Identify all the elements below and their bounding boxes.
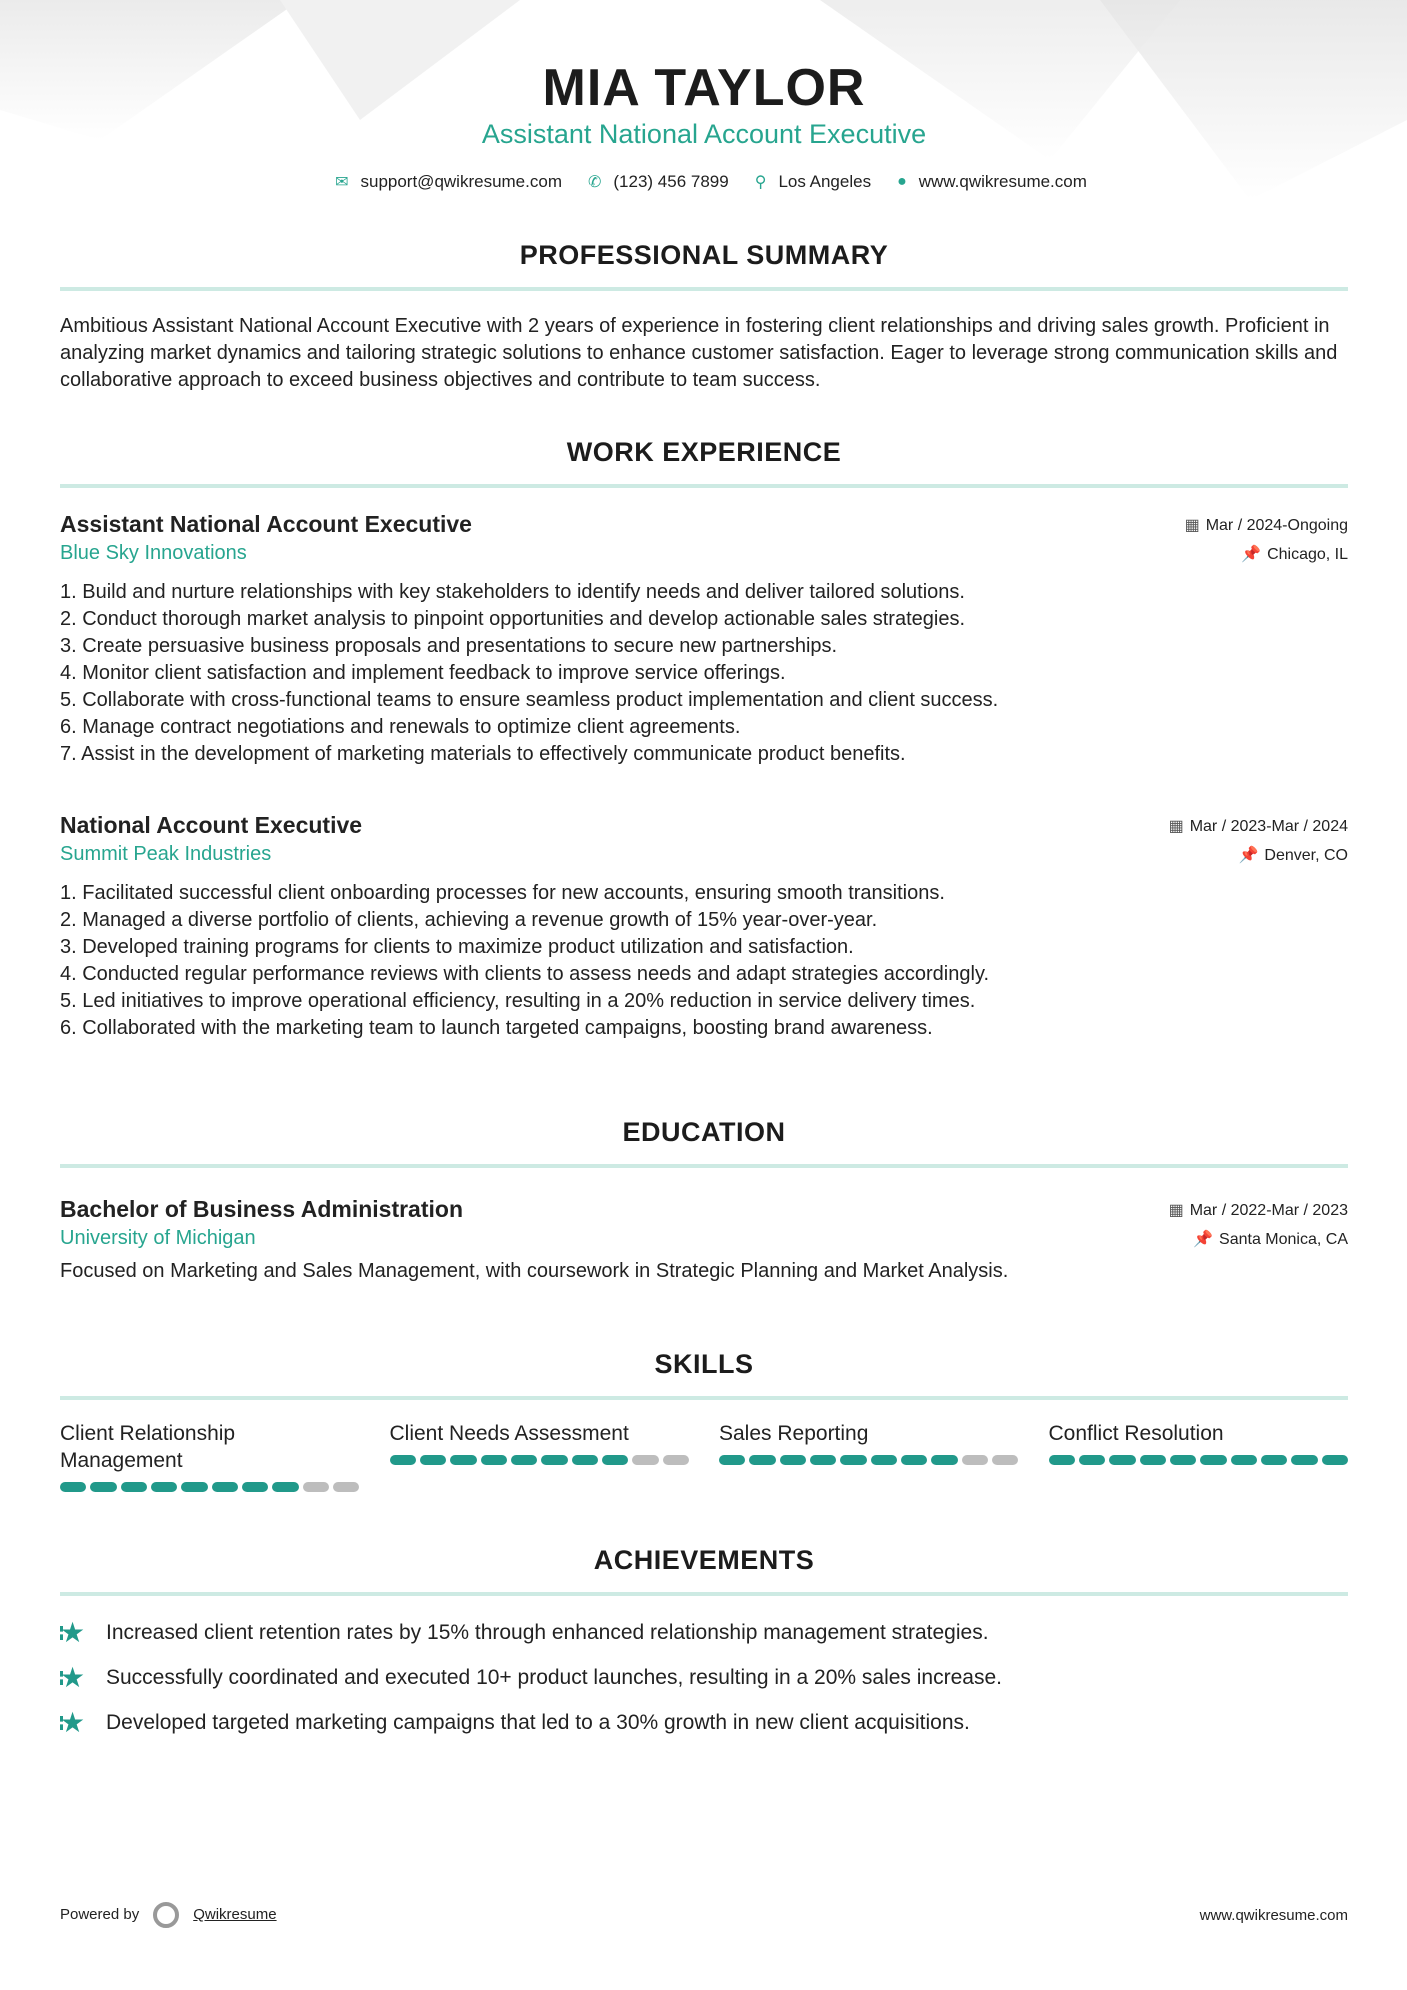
divider [60,287,1348,291]
skill-level-segment [749,1455,775,1465]
education-section [60,1117,1348,1285]
bullet: 5. Collaborate with cross-functional teams to ensure seamless product implementation and client success. [60,689,999,711]
skill-level-segment [992,1455,1018,1465]
skill-level-segment [901,1455,927,1465]
skill-level-segment [719,1455,745,1465]
education-description: Focused on Marketing and Sales Management, with coursework in Strategic Planning and Market Analysis. [60,1260,1009,1282]
skills-section [60,1349,1348,1492]
bullet: 6. Manage contract negotiations and renewals to optimize client agreements. [60,716,741,738]
job-dates [1169,816,1348,836]
skill-level-segment [1291,1455,1317,1465]
email-link[interactable]: support@qwikresume.com [360,172,562,191]
skill-item [60,1420,360,1492]
skill-name: Conflict Resolution [1048,1422,1224,1445]
skill-level-segment [962,1455,988,1465]
calendar-icon: ▦ [1168,1201,1184,1219]
skill-level-segment [1261,1455,1287,1465]
degree: Bachelor of Business Administration [60,1196,463,1222]
skill-name: Sales Reporting [719,1422,869,1445]
skill-level-segment [303,1482,329,1492]
candidate-title: Assistant National Account Executive [481,119,927,149]
skill-name: Client Relationship Management [60,1422,236,1472]
skill-level-segment [1200,1455,1226,1465]
skill-level-segment [333,1482,359,1492]
skill-level-segment [151,1482,177,1492]
job-title: Assistant National Account Executive [60,511,472,537]
bullet: 3. Create persuasive business proposals and presentations to secure new partnerships. [60,635,838,657]
email-icon: ✉ [335,174,349,191]
skill-level-segment [1079,1455,1105,1465]
section-heading: SKILLS [654,1349,754,1379]
section-heading: EDUCATION [622,1117,786,1147]
footer-website[interactable]: www.qwikresume.com [1199,1906,1348,1924]
bullet: 3. Developed training programs for clients to maximize product utilization and satisfaction. [60,936,854,958]
skill-level-segment [810,1455,836,1465]
skill-level-bar [719,1455,1019,1465]
dates-text: Mar / 2024-Ongoing [1205,516,1348,534]
globe-icon: ● [897,173,907,190]
bullet: 1. Facilitated successful client onboarding processes for new accounts, ensuring smooth transitions. [60,882,945,904]
edu-location [1193,1229,1348,1249]
skill-name: Client Needs Assessment [389,1422,629,1445]
skill-level-segment [1109,1455,1135,1465]
skill-level-bar [60,1482,360,1492]
achievement-text: Developed targeted marketing campaigns that led to a 30% growth in new client acquisitions. [106,1710,970,1734]
summary-text: Ambitious Assistant National Account Executive with 2 years of experience in fostering client relationships and driving sales growth. Proficient in analyzing market dynamics and tailoring strategic solutions to enhance customer satisfaction. Eager to leverage strong communication skills and collaborative approach to exceed business objectives and contribute to team success. [60,315,1338,391]
bullet: 6. Collaborated with the marketing team to launch targeted campaigns, boosting brand awareness. [60,1017,933,1039]
contact-bar [60,172,1348,192]
star-icon: ★ [60,1616,106,1649]
skill-level-bar [390,1455,690,1465]
skill-level-segment [1140,1455,1166,1465]
location-text: Los Angeles [778,172,872,191]
bullet: 2. Managed a diverse portfolio of clients, achieving a revenue growth of 15% year-over-year. [60,909,878,931]
divider [60,484,1348,488]
skill-level-segment [511,1455,537,1465]
skill-level-segment [1049,1455,1075,1465]
section-heading: WORK EXPERIENCE [566,437,842,467]
job-bullets [60,880,1348,1042]
job-entry [60,808,1348,1042]
skill-level-segment [840,1455,866,1465]
skill-level-bar [1049,1455,1349,1465]
skill-level-segment [780,1455,806,1465]
skill-level-segment [1322,1455,1348,1465]
achievement-item [60,1610,1348,1655]
skill-level-segment [212,1482,238,1492]
skill-level-segment [450,1455,476,1465]
job-location [1238,845,1348,865]
bullet: 5. Led initiatives to improve operational efficiency, resulting in a 20% reduction in service delivery times. [60,990,976,1012]
bullet: 7. Assist in the development of marketing materials to effectively communicate product benefits. [60,743,906,765]
divider [60,1396,1348,1400]
skill-level-segment [420,1455,446,1465]
bullet: 2. Conduct thorough market analysis to pinpoint opportunities and develop actionable sales strategies. [60,608,966,630]
pin-icon: 📌 [1241,545,1262,563]
achievement-text: Increased client retention rates by 15% through enhanced relationship management strategies. [106,1620,989,1644]
footer [60,1902,1348,1928]
skill-level-segment [602,1455,628,1465]
skill-level-segment [121,1482,147,1492]
divider [60,1592,1348,1596]
bullet: 4. Monitor client satisfaction and implement feedback to improve service offerings. [60,662,786,684]
achievements-section [60,1545,1348,1745]
divider [60,1164,1348,1168]
location-pin-icon: ⚲ [754,174,767,191]
edu-dates [1169,1200,1348,1220]
qwikresume-logo-icon [153,1902,179,1928]
brand-link[interactable]: Qwikresume [193,1905,277,1923]
education-entry [60,1192,1348,1285]
skill-level-segment [541,1455,567,1465]
dates-text: Mar / 2023-Mar / 2024 [1189,817,1348,835]
website-link[interactable]: www.qwikresume.com [918,172,1087,191]
achievement-item [60,1655,1348,1700]
star-icon: ★ [60,1661,106,1694]
location-text: Chicago, IL [1267,545,1348,563]
skill-item [719,1420,1019,1492]
skill-level-segment [90,1482,116,1492]
skill-level-segment [1170,1455,1196,1465]
skill-level-segment [572,1455,598,1465]
school-name: University of Michigan [60,1227,256,1249]
job-entry [60,507,1348,768]
skill-level-segment [181,1482,207,1492]
star-icon: ★ [60,1706,106,1739]
candidate-name: MIA TAYLOR [542,59,866,117]
calendar-icon: ▦ [1184,516,1200,534]
job-bullets [60,579,1348,768]
dates-text: Mar / 2022-Mar / 2023 [1189,1201,1348,1219]
summary-section [60,240,1348,394]
skill-level-segment [60,1482,86,1492]
calendar-icon: ▦ [1168,817,1184,835]
skill-level-segment [242,1482,268,1492]
skill-level-segment [663,1455,689,1465]
job-title: National Account Executive [60,812,363,838]
skill-level-segment [272,1482,298,1492]
powered-by-label: Powered by [60,1905,140,1923]
pin-icon: 📌 [1238,846,1259,864]
achievement-item [60,1700,1348,1745]
job-location [1241,544,1348,564]
skill-level-segment [390,1455,416,1465]
location-text: Denver, CO [1264,846,1348,864]
skill-level-segment [871,1455,897,1465]
bullet: 1. Build and nurture relationships with key stakeholders to identify needs and deliver tailored solutions. [60,581,965,603]
company-name: Summit Peak Industries [60,843,272,865]
bullet: 4. Conducted regular performance reviews with clients to assess needs and adapt strategies accordingly. [60,963,990,985]
company-name: Blue Sky Innovations [60,542,247,564]
job-dates [1185,515,1348,535]
achievement-text: Successfully coordinated and executed 10+ product launches, resulting in a 20% sales increase. [106,1665,1002,1689]
section-heading: ACHIEVEMENTS [593,1545,815,1575]
location-text: Santa Monica, CA [1219,1230,1348,1248]
experience-section [60,437,1348,488]
section-heading: PROFESSIONAL SUMMARY [519,240,889,270]
skill-level-segment [1231,1455,1257,1465]
skill-level-segment [931,1455,957,1465]
skill-level-segment [632,1455,658,1465]
phone-icon: ✆ [587,174,602,191]
skill-item [390,1420,690,1492]
pin-icon: 📌 [1193,1230,1214,1248]
phone-text: (123) 456 7899 [613,172,729,191]
skill-item [1049,1420,1349,1492]
skill-level-segment [481,1455,507,1465]
